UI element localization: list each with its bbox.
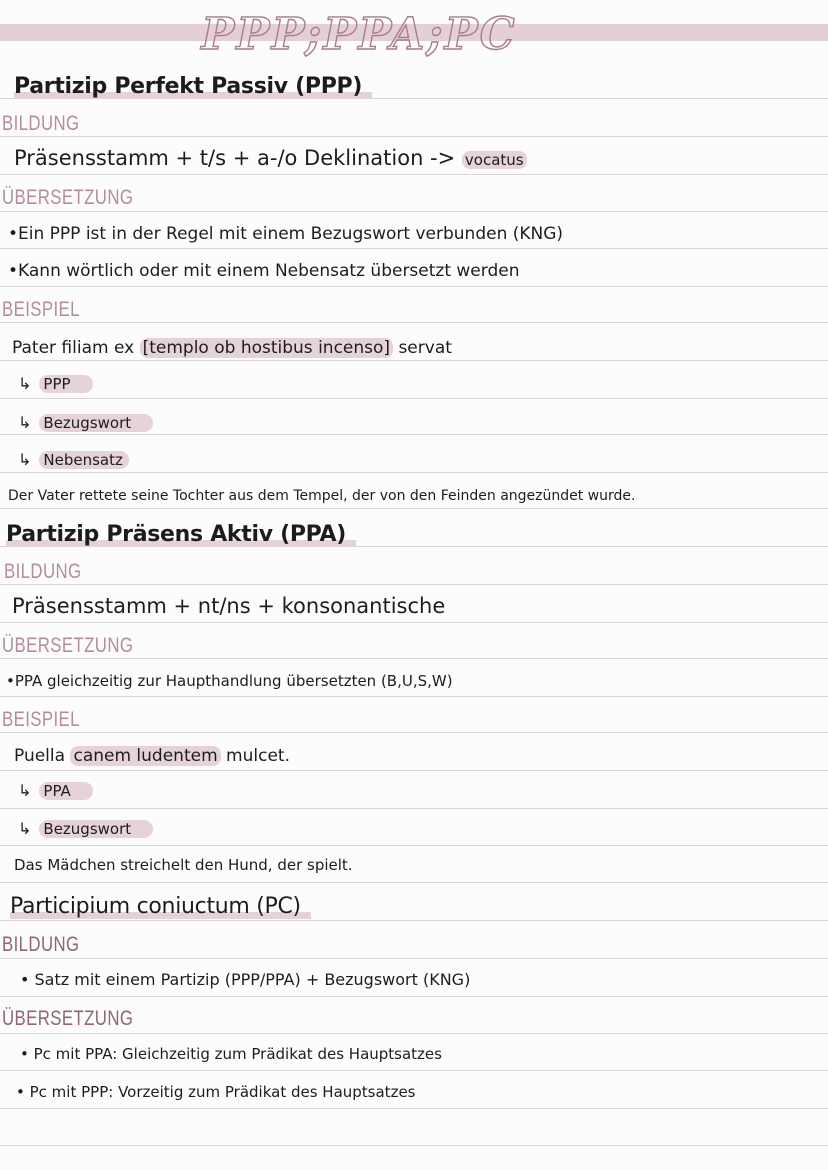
pc-bullet-1: • Pc mit PPA: Gleichzeitig zum Prädikat des Hauptsatzes: [20, 1045, 442, 1063]
arrow-icon: ↳: [18, 819, 32, 838]
pc-heading: Participium coniuctum (PC): [10, 894, 311, 919]
arrow-icon: ↳: [18, 781, 32, 800]
ppa-legend-bezugswort: ↳ Bezugswort: [18, 819, 153, 838]
ppp-formula-example: vocatus: [462, 151, 527, 169]
ppa-formula: Präsensstamm + nt/ns + konsonantische: [12, 594, 446, 618]
ppa-example-marked: canem ludentem: [70, 746, 220, 766]
pc-bildung-label: BILDUNG: [2, 933, 80, 956]
arrow-icon: ↳: [18, 450, 32, 469]
ppa-bildung-label: BILDUNG: [4, 560, 82, 583]
ppp-legend-nebensatz: ↳ Nebensatz: [18, 450, 129, 469]
ppa-legend-ppa: ↳ PPA: [18, 781, 93, 800]
page-title: PPP;PPA;PC: [201, 9, 517, 60]
ppp-legend-bezugswort: ↳ Bezugswort: [18, 413, 153, 432]
ppa-uebersetzung-label: ÜBERSETZUNG: [2, 634, 134, 657]
ppp-example-bracket: [templo ob hostibus incenso]: [140, 338, 393, 358]
ppp-formula: Präsensstamm + t/s + a-/o Deklination -> vocatus: [14, 146, 527, 170]
ppp-translation: Der Vater rettete seine Tochter aus dem Tempel, der von den Feinden angezündet wurde.: [8, 488, 636, 504]
ppp-heading: Partizip Perfekt Passiv (PPP): [14, 74, 372, 99]
ppa-example-sentence: Puella canem ludentem mulcet.: [14, 746, 290, 766]
ppp-bildung-label: BILDUNG: [2, 112, 80, 135]
arrow-icon: ↳: [18, 413, 32, 432]
ppa-beispiel-label: BEISPIEL: [2, 708, 80, 731]
arrow-icon: ↳: [18, 374, 32, 393]
ppp-uebersetzung-label: ÜBERSETZUNG: [2, 186, 134, 209]
ppp-beispiel-label: BEISPIEL: [2, 298, 80, 321]
ppa-heading: Partizip Präsens Aktiv (PPA): [6, 522, 356, 547]
ppp-bullet-1: •Ein PPP ist in der Regel mit einem Bezugswort verbunden (KNG): [8, 224, 564, 244]
ppp-legend-ppp: ↳ PPP: [18, 374, 93, 393]
pc-bullet-2: • Pc mit PPP: Vorzeitig zum Prädikat des Hauptsatzes: [16, 1083, 416, 1101]
ppa-bullet: •PPA gleichzeitig zur Haupthandlung übersetzten (B,U,S,W): [6, 672, 453, 690]
pc-uebersetzung-label: ÜBERSETZUNG: [2, 1007, 134, 1030]
ppp-example-sentence: Pater filiam ex [templo ob hostibus incenso] servat: [12, 338, 452, 358]
ppp-bullet-2: •Kann wörtlich oder mit einem Nebensatz übersetzt werden: [8, 261, 520, 281]
ppa-translation: Das Mädchen streichelt den Hund, der spielt.: [14, 856, 353, 874]
pc-bildung-text: • Satz mit einem Partizip (PPP/PPA) + Bezugswort (KNG): [20, 970, 471, 989]
